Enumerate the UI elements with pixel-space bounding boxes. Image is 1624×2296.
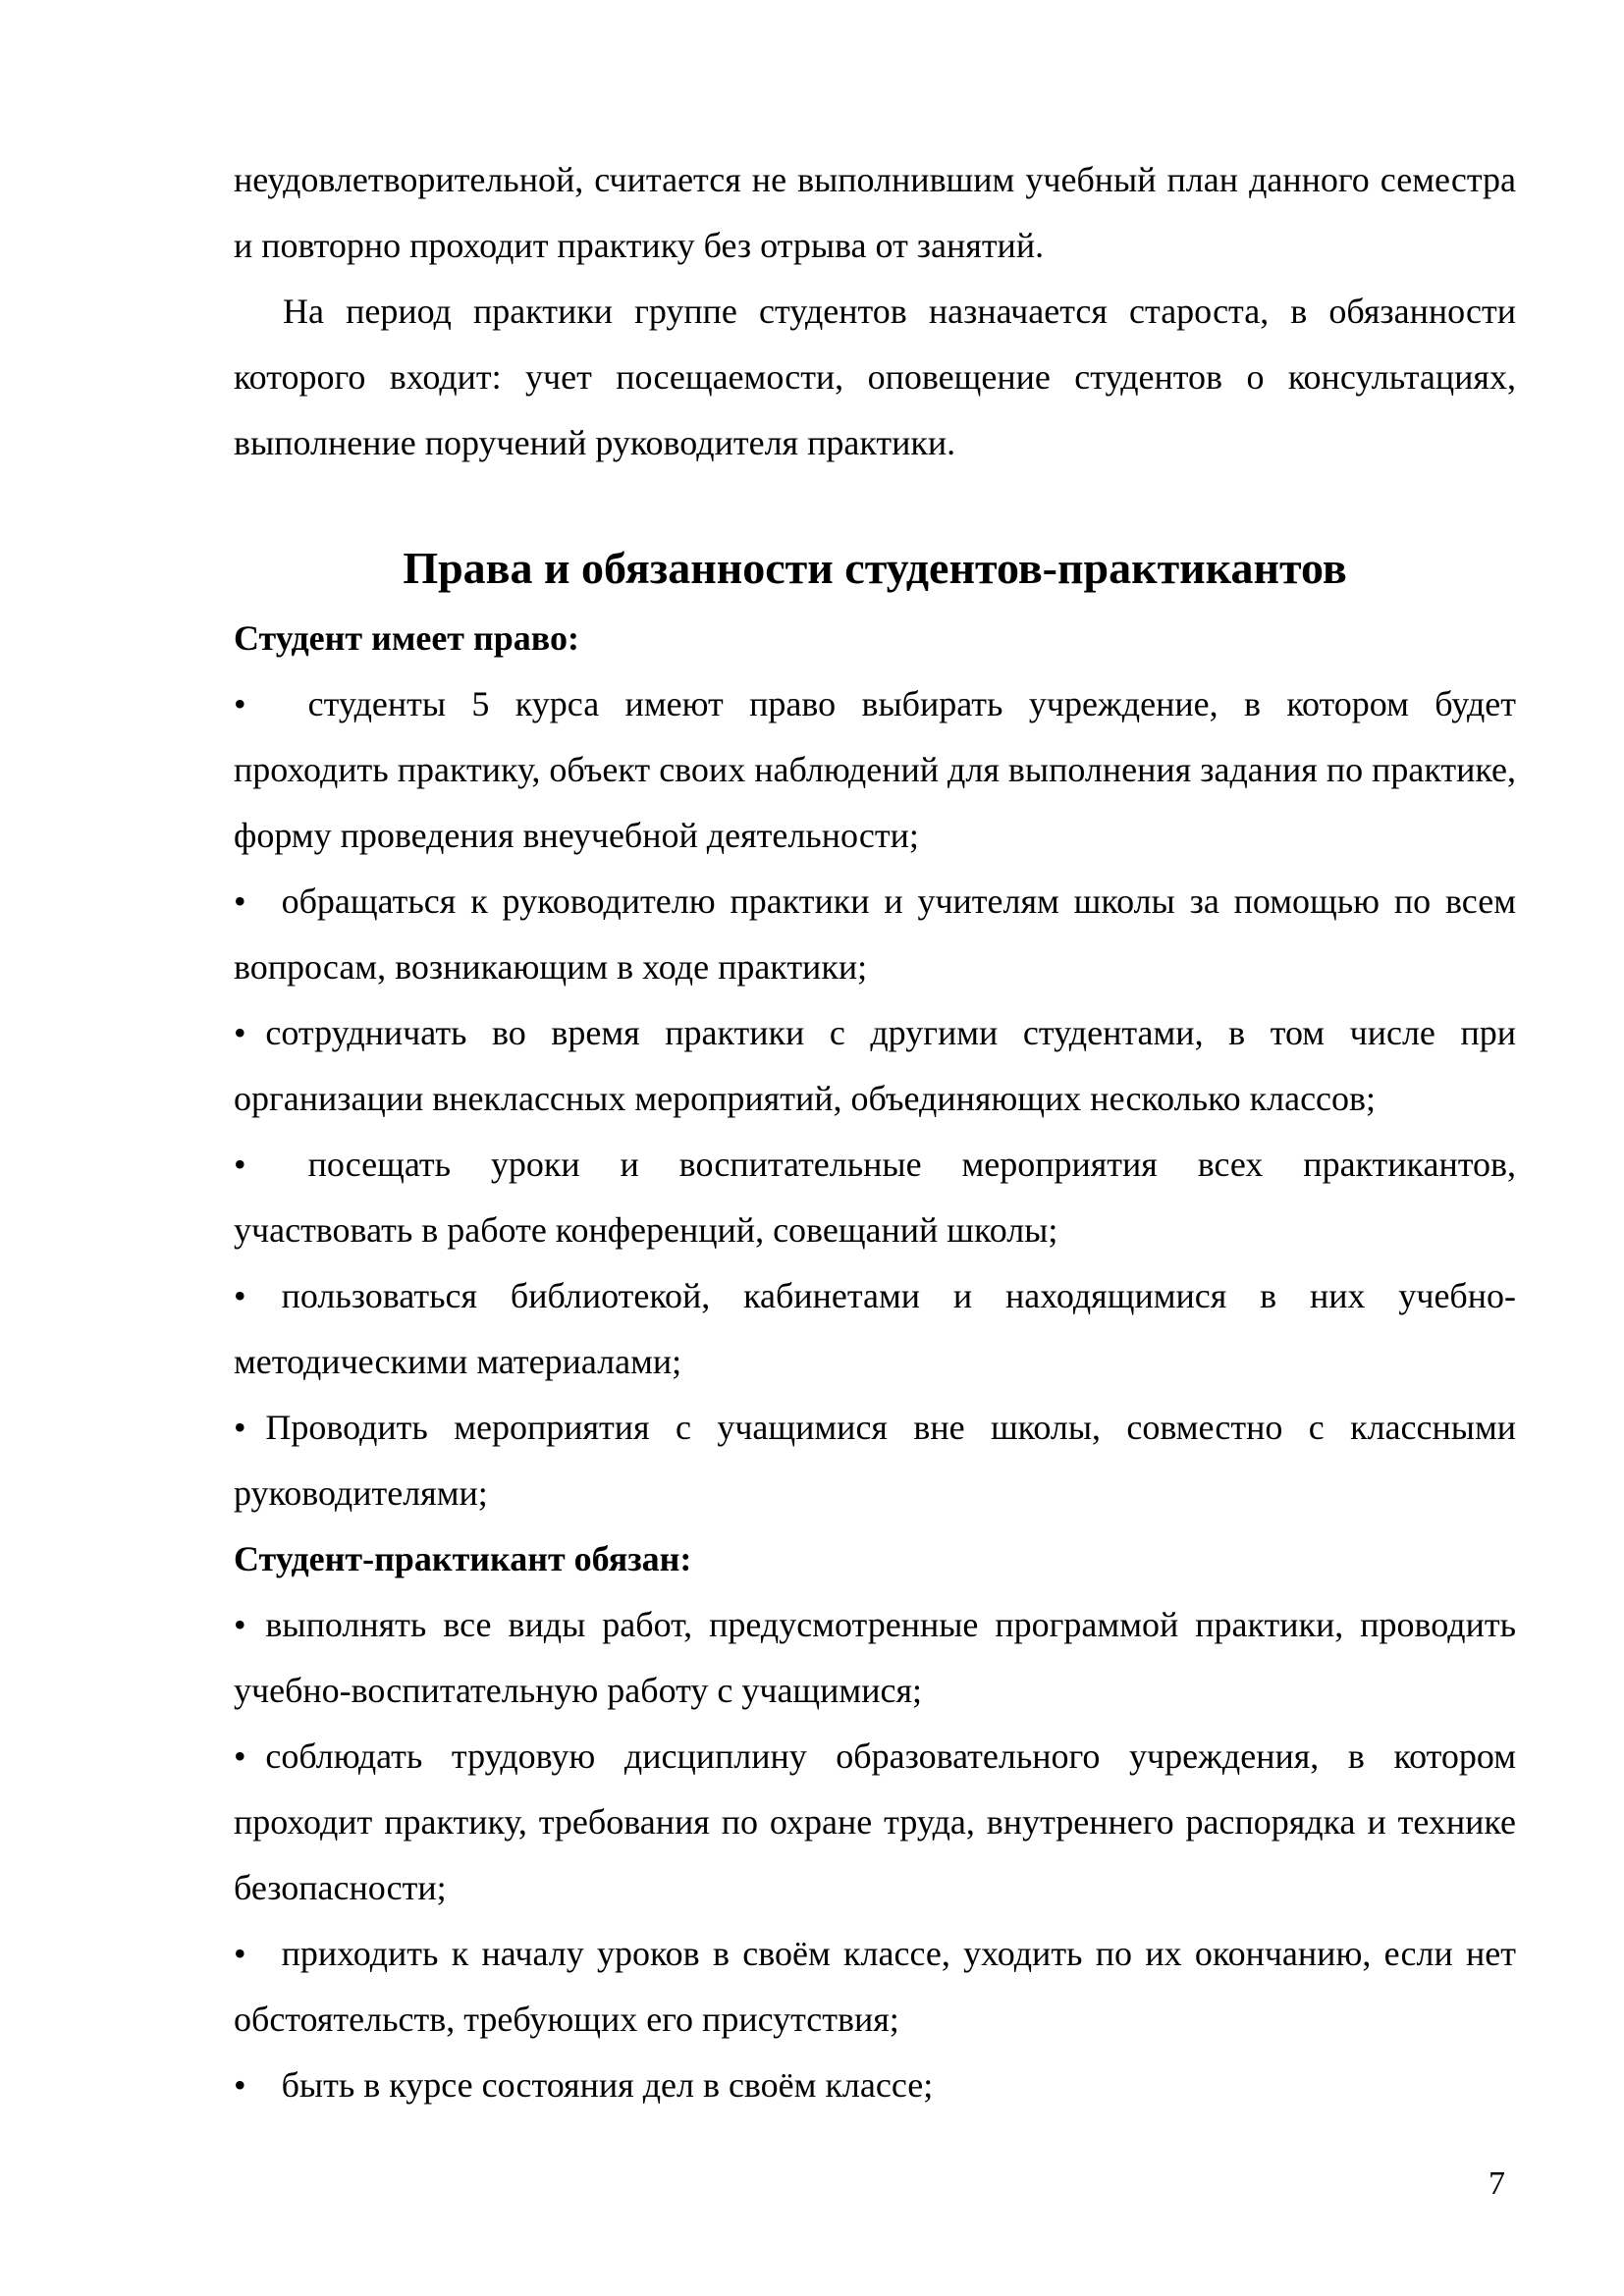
rights-heading: Студент имеет право: <box>234 618 579 658</box>
duties-list-item <box>234 1592 1516 1724</box>
rights-list-item <box>234 1395 1516 1526</box>
intro-paragraph: неудовлетворительной, считается не выполнившим учебный план данного семестра и повторно проходит практику без отрыва от занятий. <box>234 160 1516 265</box>
list-item-text: Проводить мероприятия с учащимися вне школы, совместно с классными руководителями; <box>234 1408 1516 1513</box>
list-item-text: пользоваться библиотекой, кабинетами и находящимися в них учебно-методическими материалами; <box>234 1276 1516 1381</box>
list-item-text: соблюдать трудовую дисциплину образовательного учреждения, в котором проходит практику, требования по охране труда, внутреннего распорядка и технике безопасности; <box>234 1736 1516 1907</box>
bullet-icon: • <box>234 684 246 723</box>
bullet-icon: • <box>234 1276 246 1315</box>
list-item-text: обращаться к руководителю практики и учителям школы за помощью по всем вопросам, возникающим в ходе практики; <box>234 881 1516 987</box>
list-item-text: сотрудничать во время практики с другими студентами, в том числе при организации внеклассных мероприятий, объединяющих несколько классов; <box>234 1013 1516 1118</box>
bullet-icon: • <box>234 2065 246 2105</box>
duties-list-item <box>234 1921 1516 2053</box>
bullet-icon: • <box>234 1013 246 1052</box>
document-page <box>234 147 1516 2118</box>
rights-list-item <box>234 869 1516 1000</box>
rights-list-item <box>234 1263 1516 1395</box>
bullet-icon: • <box>234 1408 246 1447</box>
bullet-icon: • <box>234 1145 246 1184</box>
list-item-text: студенты 5 курса имеют право выбирать учреждение, в котором будет проходить практику, объект своих наблюдений для выполнения задания по практике, форму проведения внеучебной деятельности; <box>234 684 1516 855</box>
rights-list-item <box>234 671 1516 869</box>
list-item-text: быть в курсе состояния дел в своём классе; <box>281 2065 934 2105</box>
duties-list-item <box>234 2053 1516 2118</box>
rights-list-item <box>234 1000 1516 1132</box>
list-item-text: приходить к началу уроков в своём классе, уходить по их окончанию, если нет обстоятельств, требующих его присутствия; <box>234 1934 1516 2039</box>
bullet-icon: • <box>234 881 246 921</box>
intro-paragraph: На период практики группе студентов назначается староста, в обязанности которого входит: учет посещаемости, оповещение студентов о консультациях, выполнение поручений руководителя практики. <box>234 292 1516 462</box>
duties-list-item <box>234 1724 1516 1921</box>
bullet-icon: • <box>234 1736 246 1776</box>
bullet-icon: • <box>234 1934 246 1973</box>
duties-heading: Студент-практикант обязан: <box>234 1539 692 1578</box>
section-title: Права и обязанности студентов-практикантов <box>403 543 1347 593</box>
bullet-icon: • <box>234 1605 246 1644</box>
rights-list-item <box>234 1132 1516 1263</box>
list-item-text: выполнять все виды работ, предусмотренные программой практики, проводить учебно-воспитательную работу с учащимися; <box>234 1605 1516 1710</box>
list-item-text: посещать уроки и воспитательные мероприятия всех практикантов, участвовать в работе конференций, совещаний школы; <box>234 1145 1516 1250</box>
page-number: 7 <box>1489 2165 1505 2202</box>
